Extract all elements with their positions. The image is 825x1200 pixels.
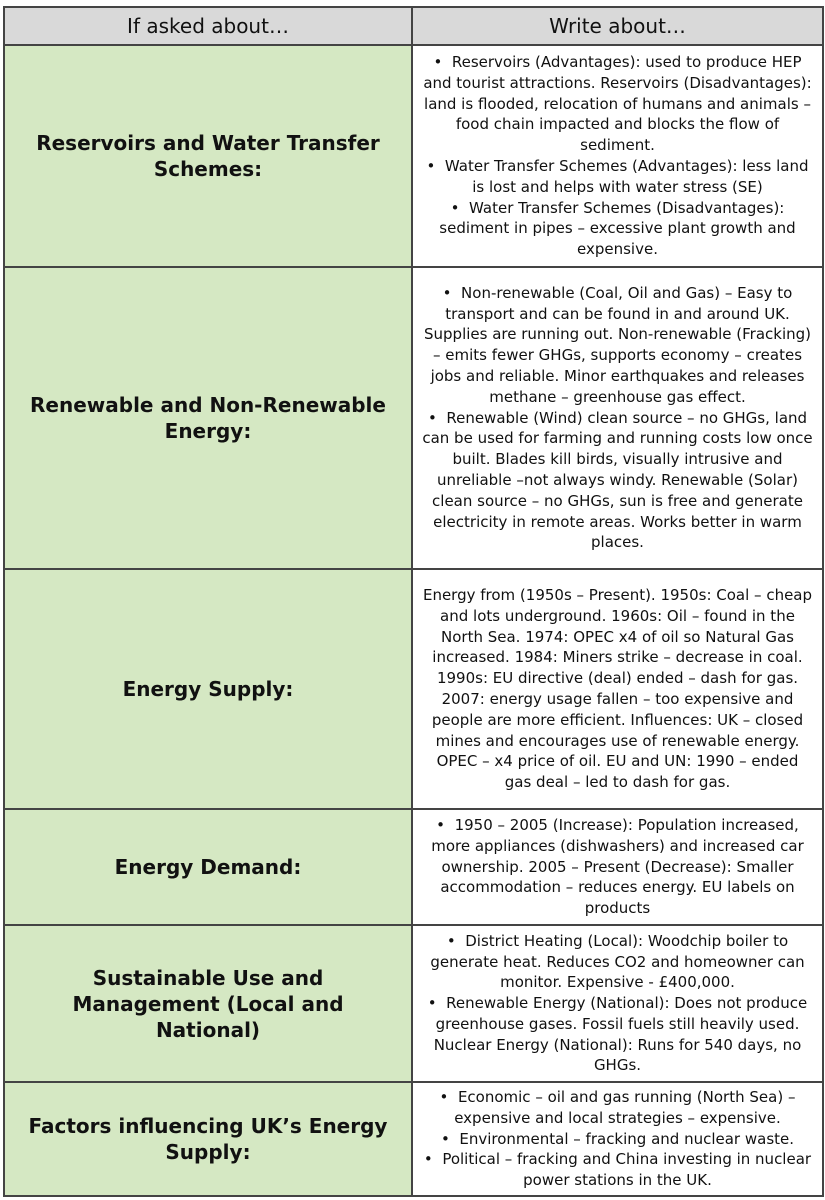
note-line: • Environmental – fracking and nuclear waste.	[421, 1129, 814, 1150]
notes-cell	[412, 1082, 823, 1196]
header-if-asked: If asked about…	[4, 7, 412, 45]
table-row	[4, 809, 823, 925]
note-line: • Reservoirs (Advantages): used to produce HEP and tourist attractions. Reservoirs (Disadvantages): land is flooded, relocation of humans and animals – food chain impacted and blocks the flow of sediment.	[421, 52, 814, 156]
notes-cell	[412, 809, 823, 925]
table-row	[4, 569, 823, 809]
notes-cell	[412, 267, 823, 569]
header-write-about: Write about…	[412, 7, 823, 45]
table-row	[4, 1082, 823, 1196]
note-line: • District Heating (Local): Woodchip boiler to generate heat. Reduces CO2 and homeowner can monitor. Expensive - £400,000.	[421, 931, 814, 993]
note-line: Energy from (1950s – Present). 1950s: Coal – cheap and lots underground. 1960s: Oil – found in the North Sea. 1974: OPEC x4 of oil so Natural Gas increased. 1984: Miners strike – decrease in coal. 1990s: EU directive (deal) ended – dash for gas. 2007: energy usage fallen – too expensive and people are more efficient. Influences: UK – closed mines and encourages use of renewable energy. OPEC – x4 price of oil. EU and UN: 1990 – ended gas deal – led to dash for gas.	[422, 586, 813, 792]
note-line: • Non-renewable (Coal, Oil and Gas) – Easy to transport and can be found in and around UK. Supplies are running out. Non-renewable (Fracking) – emits fewer GHGs, supports economy – creates jobs and reliable. Minor earthquakes and releases methane – greenhouse gas effect.	[421, 283, 814, 408]
table-row	[4, 267, 823, 569]
topic-cell: Reservoirs and Water Transfer Schemes:	[4, 45, 412, 267]
table-row	[4, 925, 823, 1082]
topic-cell: Renewable and Non-Renewable Energy:	[4, 267, 412, 569]
note-line: • Economic – oil and gas running (North Sea) – expensive and local strategies – expensive.	[421, 1087, 814, 1129]
note-line: • Renewable (Wind) clean source – no GHGs, land can be used for farming and running costs low once built. Blades kill birds, visually intrusive and unreliable –not always windy. Renewable (Solar) clean source – no GHGs, sun is free and generate electricity in remote areas. Works better in warm places.	[421, 408, 814, 554]
note-line: • 1950 – 2005 (Increase): Population increased, more appliances (dishwashers) and increased car ownership. 2005 – Present (Decrease): Smaller accommodation – reduces energy. EU labels on products	[421, 815, 814, 919]
note-line: • Political – fracking and China investing in nuclear power stations in the UK.	[421, 1149, 814, 1191]
note-line: • Water Transfer Schemes (Advantages): less land is lost and helps with water stress (SE)	[421, 156, 814, 198]
revision-table	[3, 6, 824, 1197]
notes-cell	[412, 45, 823, 267]
note-line: • Water Transfer Schemes (Disadvantages): sediment in pipes – excessive plant growth and expensive.	[421, 198, 814, 260]
notes-cell	[412, 925, 823, 1082]
topic-cell: Energy Demand:	[4, 809, 412, 925]
table-row	[4, 45, 823, 267]
topic-cell: Energy Supply:	[4, 569, 412, 809]
topic-cell: Factors influencing UK’s Energy Supply:	[4, 1082, 412, 1196]
topic-cell: Sustainable Use and Management (Local and National)	[4, 925, 412, 1082]
note-line: • Renewable Energy (National): Does not produce greenhouse gases. Fossil fuels still heavily used. Nuclear Energy (National): Runs for 540 days, no GHGs.	[421, 993, 814, 1076]
header-row	[4, 7, 823, 45]
notes-cell	[412, 569, 823, 809]
